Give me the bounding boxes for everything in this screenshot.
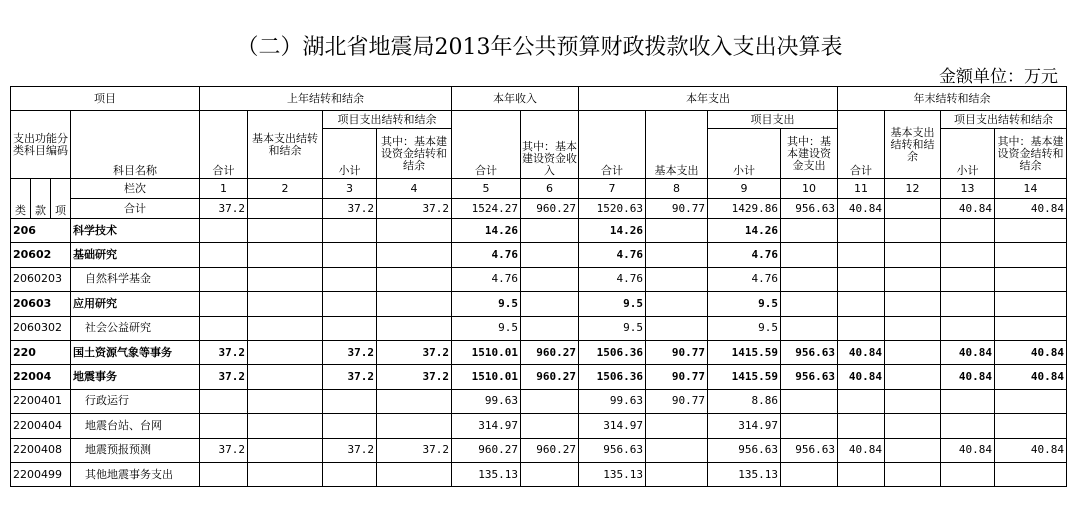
- row-value: 1510.01: [452, 365, 521, 389]
- row-name: 自然科学基金: [71, 267, 200, 291]
- sum-cell: 1429.86: [708, 199, 781, 219]
- row-value: [838, 462, 885, 486]
- table-row: [11, 340, 1067, 364]
- label-xiang: 项: [51, 179, 71, 219]
- row-name: 国土资源气象等事务: [71, 340, 200, 364]
- row-value: 960.27: [521, 340, 579, 364]
- row-value: [941, 462, 995, 486]
- row-value: [323, 219, 377, 243]
- header-prev-subtotal: 小计: [323, 129, 377, 179]
- header-exp-total: 合计: [579, 111, 646, 179]
- row-value: [838, 389, 885, 413]
- row-value: 40.84: [838, 438, 885, 462]
- budget-table: [10, 86, 1067, 487]
- row-value: [885, 365, 941, 389]
- row-value: [377, 219, 452, 243]
- header-end-balance: 年末结转和结余: [838, 87, 1067, 111]
- row-value: 99.63: [579, 389, 646, 413]
- row-code: 206: [11, 219, 71, 243]
- col-number: 10: [781, 179, 838, 199]
- col-number: 4: [377, 179, 452, 199]
- label-kuan: 款: [31, 179, 51, 219]
- row-value: 37.2: [323, 340, 377, 364]
- row-name: 应用研究: [71, 292, 200, 316]
- row-value: [885, 414, 941, 438]
- sum-cell: 1524.27: [452, 199, 521, 219]
- row-value: [885, 462, 941, 486]
- row-value: [646, 219, 708, 243]
- row-value: 960.27: [521, 438, 579, 462]
- row-value: 4.76: [708, 243, 781, 267]
- row-code: 2060203: [11, 267, 71, 291]
- header-exp-basic: 基本支出: [646, 111, 708, 179]
- row-value: 956.63: [781, 365, 838, 389]
- sum-cell: 40.84: [995, 199, 1067, 219]
- row-value: 40.84: [941, 365, 995, 389]
- row-value: 40.84: [838, 340, 885, 364]
- row-value: [323, 243, 377, 267]
- header-expense: 本年支出: [579, 87, 838, 111]
- row-value: 40.84: [838, 365, 885, 389]
- row-value: [646, 316, 708, 340]
- row-value: 8.86: [708, 389, 781, 413]
- row-value: [521, 389, 579, 413]
- col-number: 8: [646, 179, 708, 199]
- row-value: [838, 292, 885, 316]
- row-name: 其他地震事务支出: [71, 462, 200, 486]
- row-value: [995, 267, 1067, 291]
- row-value: [941, 292, 995, 316]
- row-value: [323, 267, 377, 291]
- row-value: [941, 219, 995, 243]
- row-value: [885, 219, 941, 243]
- row-value: [781, 219, 838, 243]
- sum-cell: 37.2: [377, 199, 452, 219]
- row-value: [646, 462, 708, 486]
- col-number: 1: [200, 179, 248, 199]
- table-row: [11, 292, 1067, 316]
- row-value: 956.63: [781, 340, 838, 364]
- row-value: 14.26: [579, 219, 646, 243]
- row-value: 135.13: [452, 462, 521, 486]
- sum-cell: [885, 199, 941, 219]
- row-value: [200, 414, 248, 438]
- page-title: （二）湖北省地震局2013年公共预算财政拨款收入支出决算表: [236, 35, 843, 60]
- header-func-code: 支出功能分类科目编码: [11, 111, 71, 179]
- row-value: [248, 316, 323, 340]
- row-code: 220: [11, 340, 71, 364]
- header-end-basic: 基本支出 结转和结余: [885, 111, 941, 179]
- header-exp-capital: 其中：基本建设资金支出: [781, 129, 838, 179]
- header-row-1: [11, 87, 1067, 111]
- row-value: [323, 292, 377, 316]
- row-value: [323, 316, 377, 340]
- row-value: [995, 219, 1067, 243]
- sum-cell: 40.84: [838, 199, 885, 219]
- row-value: 960.27: [452, 438, 521, 462]
- table-row: [11, 414, 1067, 438]
- row-value: 1415.59: [708, 365, 781, 389]
- row-value: [377, 292, 452, 316]
- row-value: 37.2: [323, 438, 377, 462]
- row-value: [200, 292, 248, 316]
- row-name: 地震预报预测: [71, 438, 200, 462]
- col-number: 13: [941, 179, 995, 199]
- row-code: 22004: [11, 365, 71, 389]
- row-value: [646, 414, 708, 438]
- row-value: [838, 243, 885, 267]
- row-value: [248, 438, 323, 462]
- col-number: 14: [995, 179, 1067, 199]
- amount-unit: 金额单位：万元: [939, 67, 1058, 87]
- row-value: 4.76: [579, 267, 646, 291]
- sum-cell: 37.2: [200, 199, 248, 219]
- col-number: 3: [323, 179, 377, 199]
- row-value: 1510.01: [452, 340, 521, 364]
- row-value: 40.84: [995, 365, 1067, 389]
- row-value: [781, 462, 838, 486]
- col-number: 2: [248, 179, 323, 199]
- row-value: [200, 219, 248, 243]
- row-name: 基础研究: [71, 243, 200, 267]
- row-value: [646, 243, 708, 267]
- table-row: [11, 389, 1067, 413]
- row-value: [995, 292, 1067, 316]
- row-value: [200, 316, 248, 340]
- table-row: [11, 365, 1067, 389]
- row-value: [885, 267, 941, 291]
- row-name: 地震事务: [71, 365, 200, 389]
- row-value: [781, 389, 838, 413]
- row-value: 4.76: [708, 267, 781, 291]
- row-value: [781, 414, 838, 438]
- row-value: 14.26: [708, 219, 781, 243]
- label-col-number: 栏次: [71, 179, 200, 199]
- row-code: 20603: [11, 292, 71, 316]
- column-number-row: [11, 179, 1067, 199]
- row-value: 1415.59: [708, 340, 781, 364]
- row-value: 4.76: [452, 243, 521, 267]
- row-value: [646, 267, 708, 291]
- row-value: [781, 316, 838, 340]
- row-value: [521, 316, 579, 340]
- row-value: [377, 316, 452, 340]
- row-value: [377, 389, 452, 413]
- row-name: 地震台站、台网: [71, 414, 200, 438]
- sum-cell: 956.63: [781, 199, 838, 219]
- row-value: [885, 438, 941, 462]
- row-value: [838, 267, 885, 291]
- row-value: 37.2: [323, 365, 377, 389]
- row-value: 956.63: [781, 438, 838, 462]
- row-code: 2200401: [11, 389, 71, 413]
- row-value: 9.5: [452, 316, 521, 340]
- header-capital-balance: 其中：基本建设资金结转和结余: [377, 129, 452, 179]
- sum-cell: 40.84: [941, 199, 995, 219]
- row-value: 40.84: [941, 340, 995, 364]
- header-end-subtotal: 小计: [941, 129, 995, 179]
- row-value: [781, 243, 838, 267]
- header-proj-balance-2: 项目支出结转和结余: [941, 111, 1067, 129]
- row-value: [521, 292, 579, 316]
- table-row: [11, 243, 1067, 267]
- data-rows: [11, 219, 1067, 487]
- row-value: [995, 316, 1067, 340]
- row-value: [838, 316, 885, 340]
- header-proj-expense: 项目支出: [708, 111, 838, 129]
- sum-cell: [248, 199, 323, 219]
- row-value: 37.2: [200, 365, 248, 389]
- row-value: [200, 243, 248, 267]
- sum-cell: 37.2: [323, 199, 377, 219]
- row-value: [521, 219, 579, 243]
- row-value: [248, 219, 323, 243]
- sum-label: 合计: [71, 199, 200, 219]
- row-name: 行政运行: [71, 389, 200, 413]
- row-value: [838, 414, 885, 438]
- row-value: [521, 243, 579, 267]
- row-value: 9.5: [708, 316, 781, 340]
- col-number: 9: [708, 179, 781, 199]
- row-value: [248, 389, 323, 413]
- header-exp-subtotal: 小计: [708, 129, 781, 179]
- row-value: 314.97: [452, 414, 521, 438]
- row-value: [200, 462, 248, 486]
- table-row: [11, 219, 1067, 243]
- row-value: 956.63: [708, 438, 781, 462]
- row-name: 科学技术: [71, 219, 200, 243]
- header-prev-balance: 上年结转和结余: [200, 87, 452, 111]
- row-value: 9.5: [579, 292, 646, 316]
- row-code: 20602: [11, 243, 71, 267]
- row-value: 135.13: [708, 462, 781, 486]
- row-value: [377, 414, 452, 438]
- table-row: [11, 316, 1067, 340]
- row-value: [885, 389, 941, 413]
- row-value: [377, 267, 452, 291]
- row-value: 37.2: [200, 340, 248, 364]
- row-value: [377, 243, 452, 267]
- header-income: 本年收入: [452, 87, 579, 111]
- row-value: 4.76: [579, 243, 646, 267]
- header-prev-total: 合计: [200, 111, 248, 179]
- row-value: [323, 414, 377, 438]
- row-value: [248, 243, 323, 267]
- row-value: [323, 389, 377, 413]
- sum-cell: 90.77: [646, 199, 708, 219]
- row-name: 社会公益研究: [71, 316, 200, 340]
- row-value: [781, 292, 838, 316]
- row-value: [941, 316, 995, 340]
- row-value: [885, 292, 941, 316]
- row-code: 2200408: [11, 438, 71, 462]
- row-value: 40.84: [995, 438, 1067, 462]
- row-value: 4.76: [452, 267, 521, 291]
- col-number: 11: [838, 179, 885, 199]
- row-value: 90.77: [646, 389, 708, 413]
- sum-row: [11, 199, 1067, 219]
- row-value: 135.13: [579, 462, 646, 486]
- row-value: [941, 414, 995, 438]
- table-row: [11, 438, 1067, 462]
- row-value: 99.63: [452, 389, 521, 413]
- row-value: [781, 267, 838, 291]
- row-value: [838, 219, 885, 243]
- row-value: 9.5: [579, 316, 646, 340]
- row-value: 1506.36: [579, 340, 646, 364]
- row-code: 2060302: [11, 316, 71, 340]
- row-value: 9.5: [452, 292, 521, 316]
- table-row: [11, 462, 1067, 486]
- header-end-total: 合计: [838, 111, 885, 179]
- sum-cell: 960.27: [521, 199, 579, 219]
- row-value: [248, 292, 323, 316]
- row-value: [646, 292, 708, 316]
- col-number: 6: [521, 179, 579, 199]
- row-value: 9.5: [708, 292, 781, 316]
- row-value: 37.2: [200, 438, 248, 462]
- row-value: [885, 340, 941, 364]
- row-code: 2200499: [11, 462, 71, 486]
- row-value: 90.77: [646, 340, 708, 364]
- row-value: [521, 414, 579, 438]
- row-value: 314.97: [579, 414, 646, 438]
- row-value: 314.97: [708, 414, 781, 438]
- row-value: 37.2: [377, 438, 452, 462]
- row-value: [377, 462, 452, 486]
- row-value: 956.63: [579, 438, 646, 462]
- label-lei: 类: [11, 179, 31, 219]
- row-value: [941, 389, 995, 413]
- header-subject-name: 科目名称: [71, 111, 200, 179]
- row-value: [646, 438, 708, 462]
- row-value: [200, 389, 248, 413]
- row-value: [885, 316, 941, 340]
- col-number: 7: [579, 179, 646, 199]
- row-value: 90.77: [646, 365, 708, 389]
- row-value: [248, 462, 323, 486]
- row-value: [941, 267, 995, 291]
- header-row-2: [11, 111, 1067, 129]
- row-value: [248, 365, 323, 389]
- row-value: [995, 414, 1067, 438]
- sum-cell: 1520.63: [579, 199, 646, 219]
- row-value: [323, 462, 377, 486]
- row-value: 37.2: [377, 340, 452, 364]
- row-value: [995, 462, 1067, 486]
- row-value: 40.84: [995, 340, 1067, 364]
- col-number: 5: [452, 179, 521, 199]
- row-value: [248, 267, 323, 291]
- header-proj-balance: 项目支出结转和结余: [323, 111, 452, 129]
- header-end-capital: 其中：基本建设资金结转和结余: [995, 129, 1067, 179]
- row-value: [200, 267, 248, 291]
- row-value: 14.26: [452, 219, 521, 243]
- row-value: 37.2: [377, 365, 452, 389]
- row-code: 2200404: [11, 414, 71, 438]
- header-item: 项目: [11, 87, 200, 111]
- row-value: [521, 462, 579, 486]
- row-value: [995, 243, 1067, 267]
- header-income-total: 合计: [452, 111, 521, 179]
- row-value: 960.27: [521, 365, 579, 389]
- row-value: 40.84: [941, 438, 995, 462]
- col-number: 12: [885, 179, 941, 199]
- row-value: [885, 243, 941, 267]
- header-income-capital: 其中：基本建设资金收入: [521, 111, 579, 179]
- row-value: [248, 340, 323, 364]
- row-value: [248, 414, 323, 438]
- row-value: 1506.36: [579, 365, 646, 389]
- row-value: [521, 267, 579, 291]
- row-value: [941, 243, 995, 267]
- table-row: [11, 267, 1067, 291]
- row-value: [995, 389, 1067, 413]
- header-basic-balance: 基本支出结转和结余: [248, 111, 323, 179]
